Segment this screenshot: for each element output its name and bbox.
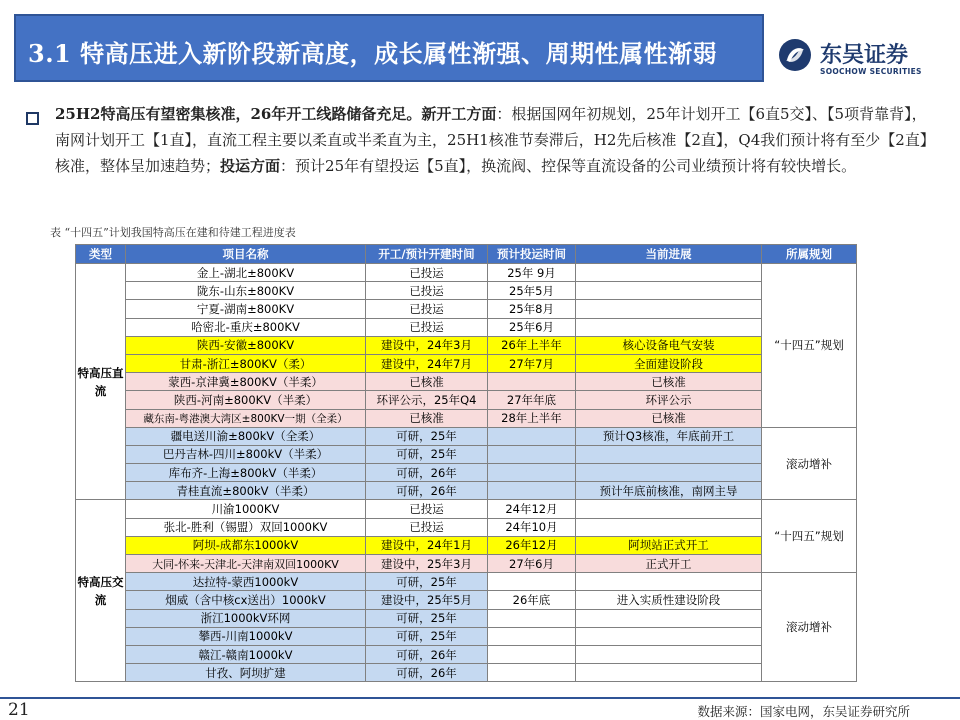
- progress: [576, 609, 762, 627]
- header-start: 开工/预计开建时间: [366, 245, 488, 264]
- project-name: 宁夏-湖南±800KV: [126, 300, 366, 318]
- para-lead: 25H2特高压有望密集核准，26年开工线路储备充足。新开工方面: [55, 105, 497, 123]
- operation-time: [488, 609, 576, 627]
- start-time: 已投运: [366, 500, 488, 518]
- table-row: [76, 645, 857, 663]
- start-time: 环评公示，25年Q4: [366, 391, 488, 409]
- project-name: 川渝1000KV: [126, 500, 366, 518]
- project-name: 陇东-山东±800KV: [126, 282, 366, 300]
- project-name: 阿坝-成都东1000kV: [126, 536, 366, 554]
- plan-rolling-ac: 滚动增补: [762, 573, 857, 682]
- project-name: 陕西-安徽±800KV: [126, 336, 366, 354]
- progress: [576, 300, 762, 318]
- operation-time: 26年底: [488, 591, 576, 609]
- header-plan: 所属规划: [762, 245, 857, 264]
- progress: 阿坝站正式开工: [576, 536, 762, 554]
- progress: 已核准: [576, 373, 762, 391]
- operation-time: [488, 645, 576, 663]
- para-lead2: 投运方面: [220, 157, 281, 175]
- operation-time: [488, 445, 576, 463]
- start-time: 已投运: [366, 300, 488, 318]
- table-row: [76, 464, 857, 482]
- table-row: [76, 354, 857, 372]
- project-name: 赣江-赣南1000kV: [126, 645, 366, 663]
- start-time: 建设中，24年3月: [366, 336, 488, 354]
- project-progress-table: [75, 244, 857, 682]
- start-time: 已投运: [366, 282, 488, 300]
- operation-time: [488, 573, 576, 591]
- start-time: 可研，26年: [366, 645, 488, 663]
- operation-time: 25年5月: [488, 282, 576, 300]
- table-row: [76, 409, 857, 427]
- project-name: 疆电送川渝±800kV（全柔）: [126, 427, 366, 445]
- table-row: [76, 264, 857, 282]
- para-body2: ：预计25年有望投运【5直】，换流阀、控保等直流设备的公司业绩预计将有较快增长。: [280, 157, 857, 175]
- table-row: [76, 627, 857, 645]
- progress: 预计Q3核准，年底前开工: [576, 427, 762, 445]
- table-row: [76, 373, 857, 391]
- table-header-row: [76, 245, 857, 264]
- operation-time: 27年7月: [488, 354, 576, 372]
- project-name: 青桂直流±800kV（半柔）: [126, 482, 366, 500]
- project-name: 张北-胜利（锡盟）双回1000KV: [126, 518, 366, 536]
- start-time: 已投运: [366, 318, 488, 336]
- operation-time: 27年6月: [488, 555, 576, 573]
- operation-time: 26年上半年: [488, 336, 576, 354]
- table-row: [76, 536, 857, 554]
- table-row: [76, 391, 857, 409]
- project-name: 攀西-川南1000kV: [126, 627, 366, 645]
- operation-time: 25年8月: [488, 300, 576, 318]
- progress: [576, 518, 762, 536]
- table-row: [76, 609, 857, 627]
- start-time: 可研，25年: [366, 573, 488, 591]
- project-name: 藏东南-粤港澳大湾区±800KV一期（全柔）: [126, 409, 366, 427]
- project-name: 达拉特-蒙西1000kV: [126, 573, 366, 591]
- project-name: 金上-湖北±800KV: [126, 264, 366, 282]
- operation-time: [488, 627, 576, 645]
- project-name: 哈密北-重庆±800KV: [126, 318, 366, 336]
- table-row: [76, 300, 857, 318]
- start-time: 可研，25年: [366, 627, 488, 645]
- table-row: [76, 591, 857, 609]
- operation-time: [488, 664, 576, 682]
- start-time: 可研，26年: [366, 482, 488, 500]
- project-name: 陕西-河南±800KV（半柔）: [126, 391, 366, 409]
- operation-time: [488, 373, 576, 391]
- table-row: [76, 336, 857, 354]
- start-time: 建设中，24年1月: [366, 536, 488, 554]
- bullet-square-icon: [26, 112, 39, 125]
- project-name: 浙江1000kV环网: [126, 609, 366, 627]
- table-row: [76, 500, 857, 518]
- start-time: 已投运: [366, 264, 488, 282]
- start-time: 可研，26年: [366, 664, 488, 682]
- operation-time: 27年年底: [488, 391, 576, 409]
- table-row: [76, 573, 857, 591]
- start-time: 可研，25年: [366, 427, 488, 445]
- table-row: [76, 664, 857, 682]
- start-time: 建设中，24年7月: [366, 354, 488, 372]
- progress: 核心设备电气安装: [576, 336, 762, 354]
- progress: 环评公示: [576, 391, 762, 409]
- soochow-logo-icon: [778, 38, 812, 72]
- progress: [576, 645, 762, 663]
- operation-time: 28年上半年: [488, 409, 576, 427]
- header-project: 项目名称: [126, 245, 366, 264]
- table-row: [76, 518, 857, 536]
- start-time: 可研，25年: [366, 609, 488, 627]
- project-name: 烟威（含中核cx送出）1000kV: [126, 591, 366, 609]
- title-banner: [14, 14, 764, 82]
- plan-145-ac: “十四五”规划: [762, 500, 857, 573]
- project-name: 大同-怀来-天津北-天津南双回1000KV: [126, 555, 366, 573]
- start-time: 可研，26年: [366, 464, 488, 482]
- progress: [576, 264, 762, 282]
- operation-time: 24年10月: [488, 518, 576, 536]
- progress: [576, 627, 762, 645]
- plan-145-dc: “十四五”规划: [762, 264, 857, 428]
- header-progress: 当前进展: [576, 245, 762, 264]
- operation-time: [488, 464, 576, 482]
- start-time: 可研，25年: [366, 445, 488, 463]
- header-type: 类型: [76, 245, 126, 264]
- project-name: 蒙西-京津冀±800KV（半柔）: [126, 373, 366, 391]
- footer-divider: [0, 697, 960, 699]
- progress: 全面建设阶段: [576, 354, 762, 372]
- operation-time: [488, 482, 576, 500]
- progress: 进入实质性建设阶段: [576, 591, 762, 609]
- table-row: [76, 427, 857, 445]
- page-title: 3.1 特高压进入新阶段新高度，成长属性渐强、周期性属性渐弱: [28, 39, 718, 68]
- project-name: 巴丹吉林-四川±800kV（半柔）: [126, 445, 366, 463]
- progress: [576, 318, 762, 336]
- progress: [576, 500, 762, 518]
- plan-rolling-dc: 滚动增补: [762, 427, 857, 500]
- table-caption: 表 “十四五”计划我国特高压在建和待建工程进度表: [50, 226, 296, 239]
- operation-time: 24年12月: [488, 500, 576, 518]
- para-body1: ：根据国网年初规划，25年计划开工【6直5交】、【5项背靠背】，南网计划开工【1直】，直流工程主要以柔直或半柔直为主，25H1核准节奏滞后，H2先后核准【2直】，Q4我们预计将有至少【2直】核准，整体呈加速趋势；: [55, 105, 935, 175]
- table-row: [76, 555, 857, 573]
- project-name: 甘肃-浙江±800KV（柔）: [126, 354, 366, 372]
- summary-paragraph: [55, 101, 940, 179]
- progress: [576, 282, 762, 300]
- progress: 正式开工: [576, 555, 762, 573]
- start-time: 建设中，25年3月: [366, 555, 488, 573]
- logo-name-cn: 东吴证券: [820, 43, 909, 68]
- start-time: 建设中，25年5月: [366, 591, 488, 609]
- logo-name-en: SOOCHOW SECURITIES: [820, 67, 922, 76]
- start-time: 已投运: [366, 518, 488, 536]
- data-source: 数据来源：国家电网，东吴证券研究所: [697, 704, 910, 719]
- page-number: 21: [8, 700, 30, 720]
- table-row: [76, 282, 857, 300]
- progress: [576, 664, 762, 682]
- company-logo: [772, 30, 952, 78]
- operation-time: [488, 427, 576, 445]
- operation-time: 26年12月: [488, 536, 576, 554]
- table-row: [76, 445, 857, 463]
- start-time: 已核准: [366, 409, 488, 427]
- header-operation: 预计投运时间: [488, 245, 576, 264]
- progress: [576, 445, 762, 463]
- start-time: 已核准: [366, 373, 488, 391]
- progress: [576, 573, 762, 591]
- category-ac: 特高压交流: [76, 500, 126, 682]
- progress: 已核准: [576, 409, 762, 427]
- operation-time: 25年6月: [488, 318, 576, 336]
- progress: [576, 464, 762, 482]
- table-row: [76, 482, 857, 500]
- progress: 预计年底前核准，南网主导: [576, 482, 762, 500]
- project-name: 库布齐-上海±800kV（半柔）: [126, 464, 366, 482]
- operation-time: 25年 9月: [488, 264, 576, 282]
- table-row: [76, 318, 857, 336]
- category-dc: 特高压直流: [76, 264, 126, 500]
- project-name: 甘孜、阿坝扩建: [126, 664, 366, 682]
